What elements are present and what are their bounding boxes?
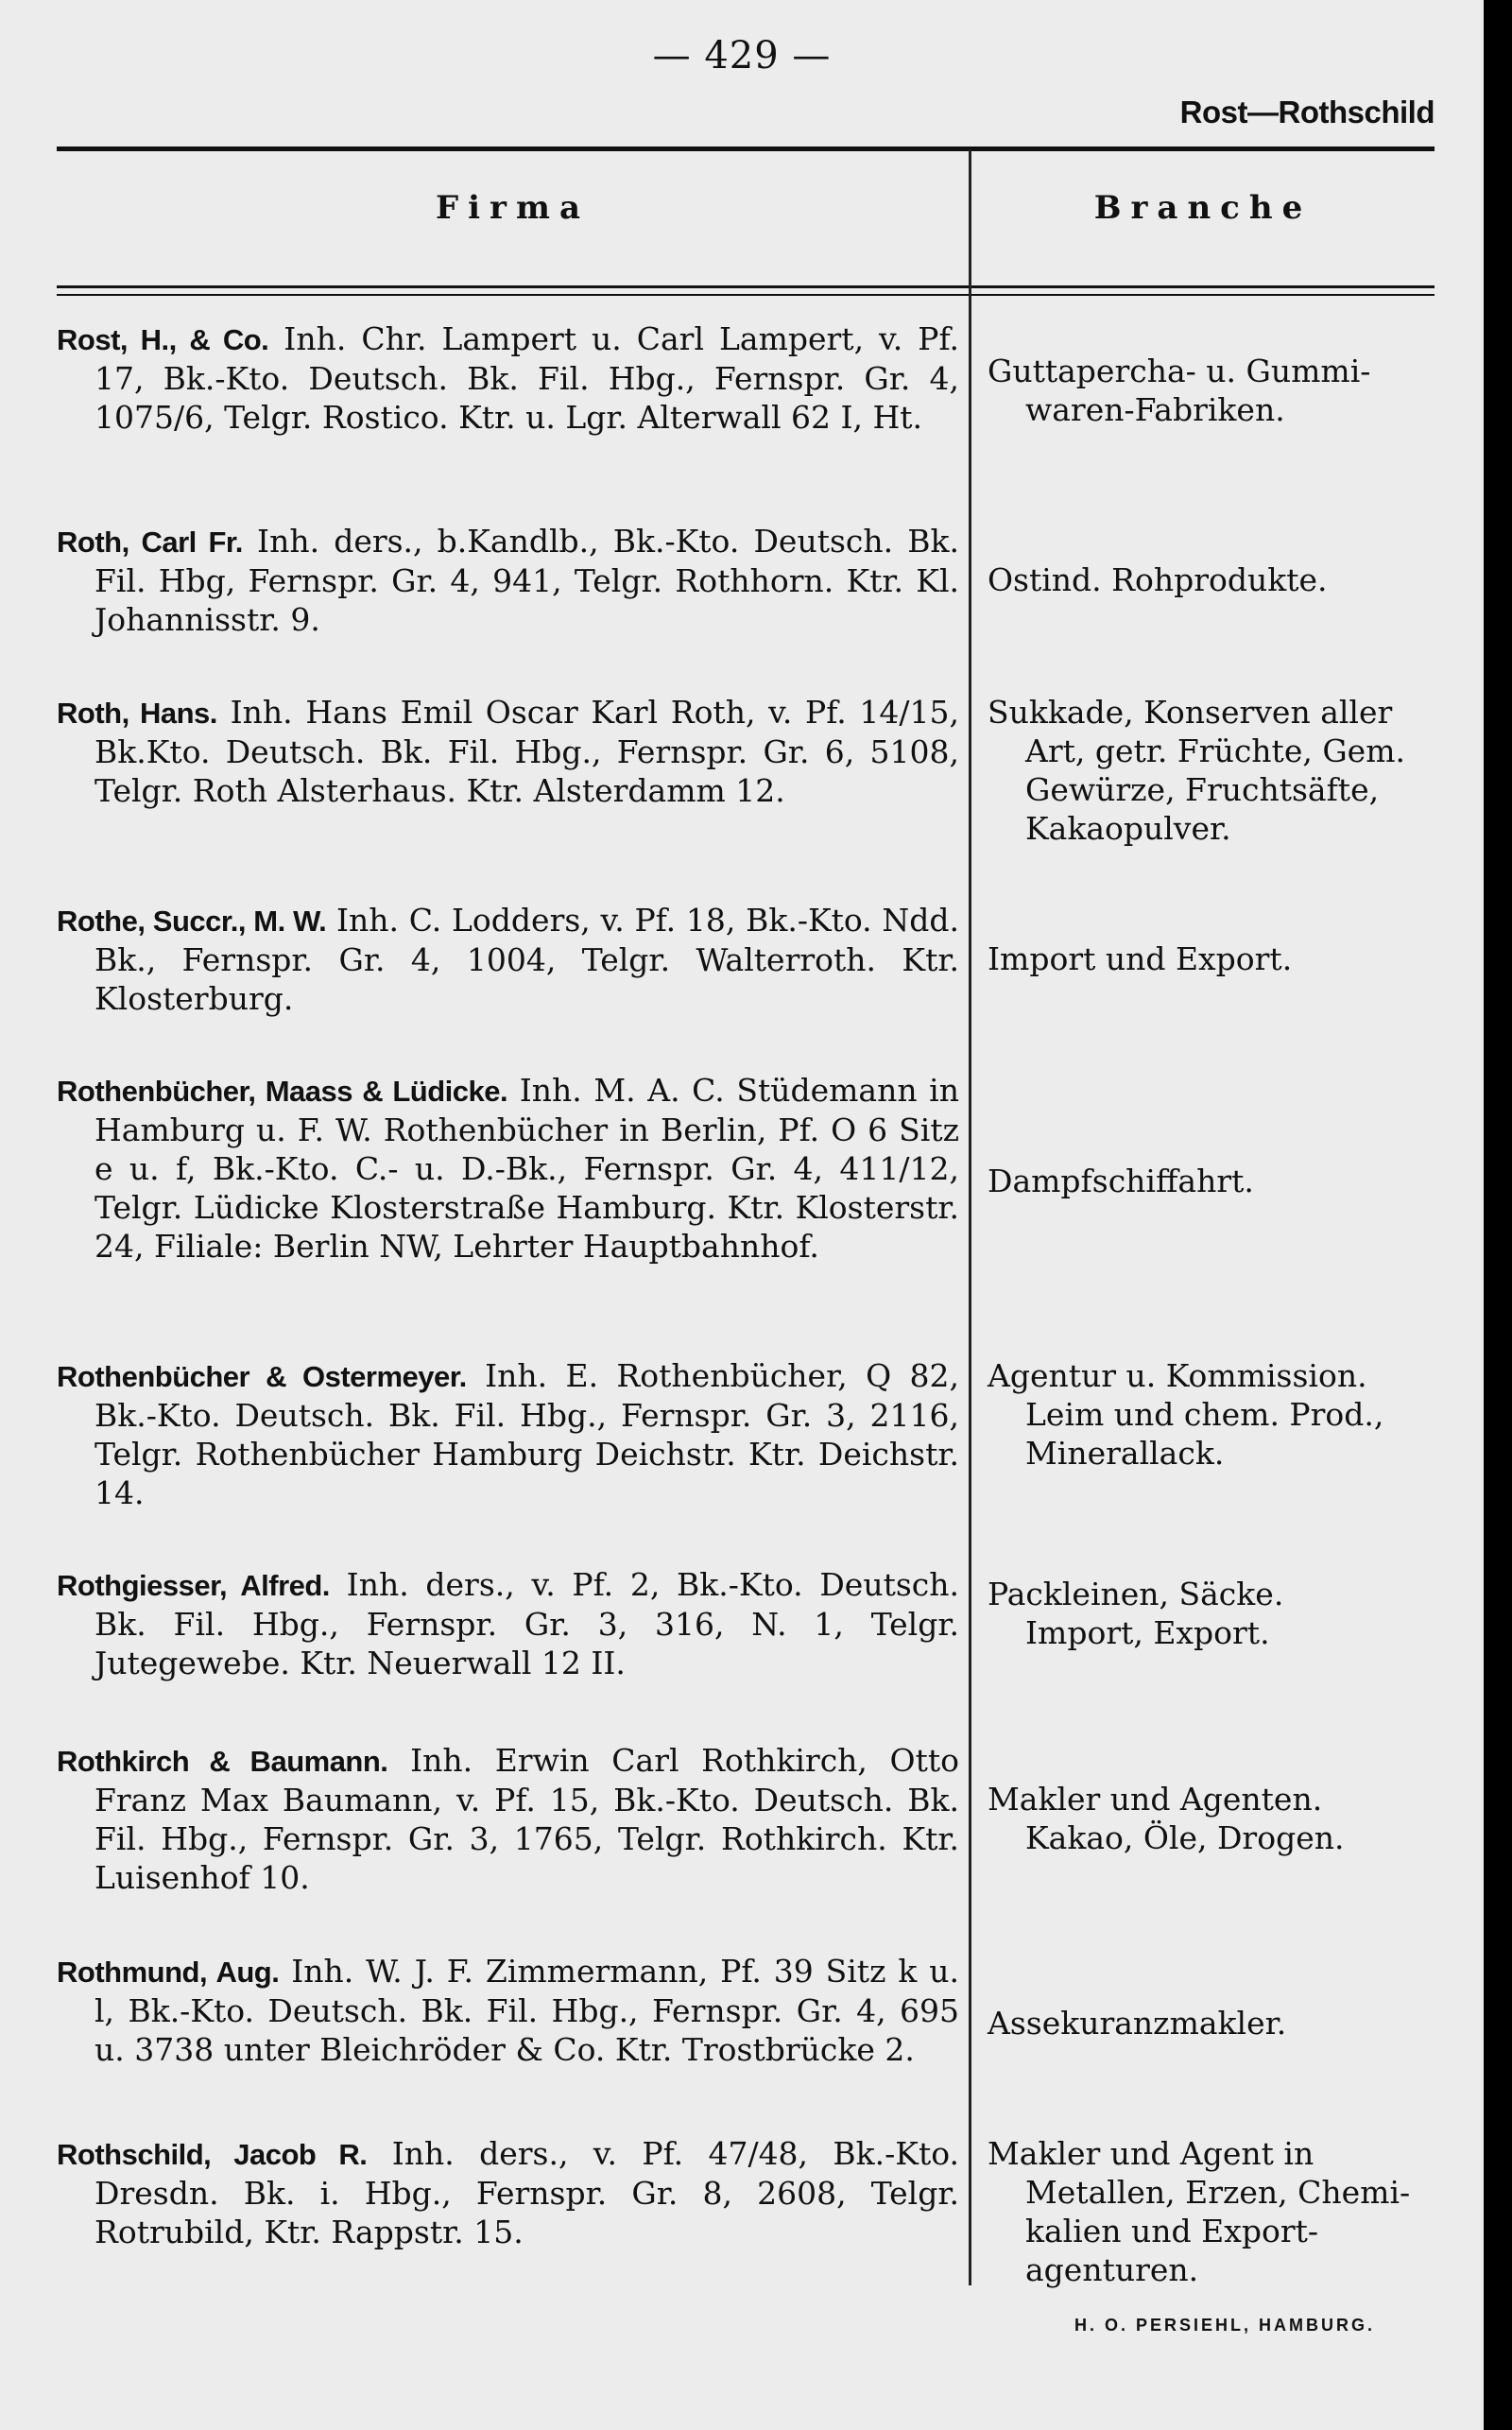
branch-line: Import und Export. <box>988 940 1293 977</box>
firm-text <box>57 319 959 437</box>
firm-name: Rothmund, Aug. <box>57 1956 280 1989</box>
branch-line: agenturen. <box>1025 2251 1199 2288</box>
firm-text <box>57 1565 959 1682</box>
firm-text <box>57 1356 959 1512</box>
branch-line: Sukkade, Konserven aller <box>988 694 1393 731</box>
branch-line: Agentur u. Kommission. <box>988 1357 1367 1394</box>
branch-line: Leim und chem. Prod., <box>1025 1396 1384 1433</box>
branch-line: Makler und Agent in <box>988 2135 1314 2172</box>
branch-line: Dampfschiffahrt. <box>988 1163 1254 1199</box>
page-number: — 429 — <box>652 34 832 78</box>
firm-text <box>57 1071 959 1266</box>
firm-text <box>57 693 959 810</box>
firm-name: Rothe, Succr., M. W. <box>57 905 327 938</box>
printer-imprint: H. O. PERSIEHL, HAMBURG. <box>1074 2316 1375 2335</box>
column-header-firma: Firma <box>436 189 590 227</box>
branch-text <box>988 2134 1441 2289</box>
branch-line: Guttapercha- u. Gummi- <box>988 353 1371 389</box>
firm-details: Inh. W. J. F. Zimmermann, Pf. 39 Sitz k u. l, Bk.-Kto. Deutsch. Bk. Fil. Hbg., Fernspr. Gr. 4, 695 u. 3738 unter Bleichröder & Co. Ktr. Trostbrücke 2. <box>94 1953 959 2068</box>
header-rule-secondary <box>57 294 1435 296</box>
branch-text <box>988 1162 1441 1200</box>
firm-name: Rothschild, Jacob R. <box>57 2138 368 2171</box>
firm-details: Inh. ders., v. Pf. 47/48, Bk.-Kto. Dresdn. Bk. i. Hbg., Fernspr. Gr. 8, 2608, Telgr. Rotrubild, Ktr. Rappstr. 15. <box>94 2135 959 2250</box>
top-rule <box>57 146 1435 151</box>
firm-text <box>57 1952 959 2069</box>
branch-text <box>988 1780 1441 1857</box>
firm-name: Rothkirch & Baumann. <box>57 1745 388 1778</box>
firm-text <box>57 2134 959 2251</box>
branch-line: Ostind. Rohprodukte. <box>988 561 1328 598</box>
branch-line: Art, getr. Früchte, Gem. <box>1025 732 1405 769</box>
branch-line: Gewürze, Fruchtsäfte, <box>1025 771 1380 808</box>
firm-details: Inh. Hans Emil Oscar Karl Roth, v. Pf. 14/15, Bk.Kto. Deutsch. Bk. Fil. Hbg., Fernspr. Gr. 6, 5108, Telgr. Roth Alsterhaus. Ktr. Alsterdamm 12. <box>94 694 960 809</box>
branch-text <box>988 560 1441 599</box>
branch-line: Import, Export. <box>1025 1614 1270 1651</box>
branch-text <box>988 2004 1441 2042</box>
branch-line: Assekuranzmakler. <box>988 2005 1287 2042</box>
branch-text <box>988 1575 1441 1652</box>
firm-text <box>57 901 959 1018</box>
firm-details: Inh. ders., v. Pf. 2, Bk.-Kto. Deutsch. Bk. Fil. Hbg., Fernspr. Gr. 3, 316, N. 1, Telgr. Jutegewebe. Ktr. Neuerwall 12 II. <box>94 1566 959 1681</box>
branch-line: kalien und Export- <box>1025 2213 1319 2249</box>
firm-name: Rothenbücher & Ostermeyer. <box>57 1360 467 1393</box>
branch-line: Metallen, Erzen, Chemi- <box>1025 2174 1411 2211</box>
firm-details: Inh. E. Rothenbücher, Q 82, Bk.-Kto. Deutsch. Bk. Fil. Hbg., Fernspr. Gr. 3, 2116, Telgr. Rothenbücher Hamburg Deichstr. Ktr. Deichstr. 14. <box>94 1357 959 1511</box>
firm-text <box>57 1741 959 1897</box>
branch-line: Kakao, Öle, Drogen. <box>1025 1819 1345 1856</box>
branch-text <box>988 693 1441 848</box>
running-head: Rost—Rothschild <box>1179 95 1435 129</box>
column-divider <box>969 149 971 2285</box>
firm-details: Inh. Erwin Carl Rothkirch, Otto Franz Max Baumann, v. Pf. 15, Bk.-Kto. Deutsch. Bk. Fil. Hbg., Fernspr. Gr. 3, 1765, Telgr. Rothkirch. Ktr. Luisenhof 10. <box>94 1742 959 1896</box>
firm-name: Rothgiesser, Alfred. <box>57 1569 330 1602</box>
firm-name: Roth, Carl Fr. <box>57 526 243 559</box>
branch-line: Kakaopulver. <box>1025 810 1231 847</box>
branch-line: Minerallack. <box>1025 1435 1225 1472</box>
branch-text <box>988 352 1441 429</box>
branch-text <box>988 939 1441 978</box>
firm-details: Inh. C. Lodders, v. Pf. 18, Bk.-Kto. Ndd. Bk., Fernspr. Gr. 4, 1004, Telgr. Walterroth. Ktr. Klosterburg. <box>94 902 960 1017</box>
branch-line: waren-Fabriken. <box>1025 391 1285 428</box>
branch-text <box>988 1356 1441 1473</box>
branch-line: Makler und Agenten. <box>988 1781 1323 1818</box>
firm-text <box>57 522 959 639</box>
firm-name: Rothenbücher, Maass & Lüdicke. <box>57 1075 508 1108</box>
firm-details: Inh. Chr. Lampert u. Carl Lampert, v. Pf. 17, Bk.-Kto. Deutsch. Bk. Fil. Hbg., Fernspr. Gr. 4, 1075/6, Telgr. Rostico. Ktr. u. Lgr. Alterwall 62 I, Ht. <box>94 320 959 436</box>
firm-details: Inh. M. A. C. Stüdemann in Hamburg u. F. W. Rothenbücher in Berlin, Pf. O 6 Sitz e u. f, Bk.-Kto. C.- u. D.-Bk., Fernspr. Gr. 4, 411/12, Telgr. Lüdicke Klosterstraße Hamburg. Ktr. Klosterstr. 24, Filiale: Berlin NW, Lehrter Hauptbahnhof. <box>94 1072 959 1265</box>
firm-name: Roth, Hans. <box>57 697 217 730</box>
firm-name: Rost, H., & Co. <box>57 323 269 356</box>
branch-line: Packleinen, Säcke. <box>988 1576 1284 1612</box>
header-rule <box>57 285 1435 288</box>
firm-details: Inh. ders., b.Kandlb., Bk.-Kto. Deutsch. Bk. Fil. Hbg, Fernspr. Gr. 4, 941, Telgr. Rothhorn. Ktr. Kl. Johannisstr. 9. <box>94 523 959 638</box>
column-header-branche: Branche <box>1093 189 1313 227</box>
